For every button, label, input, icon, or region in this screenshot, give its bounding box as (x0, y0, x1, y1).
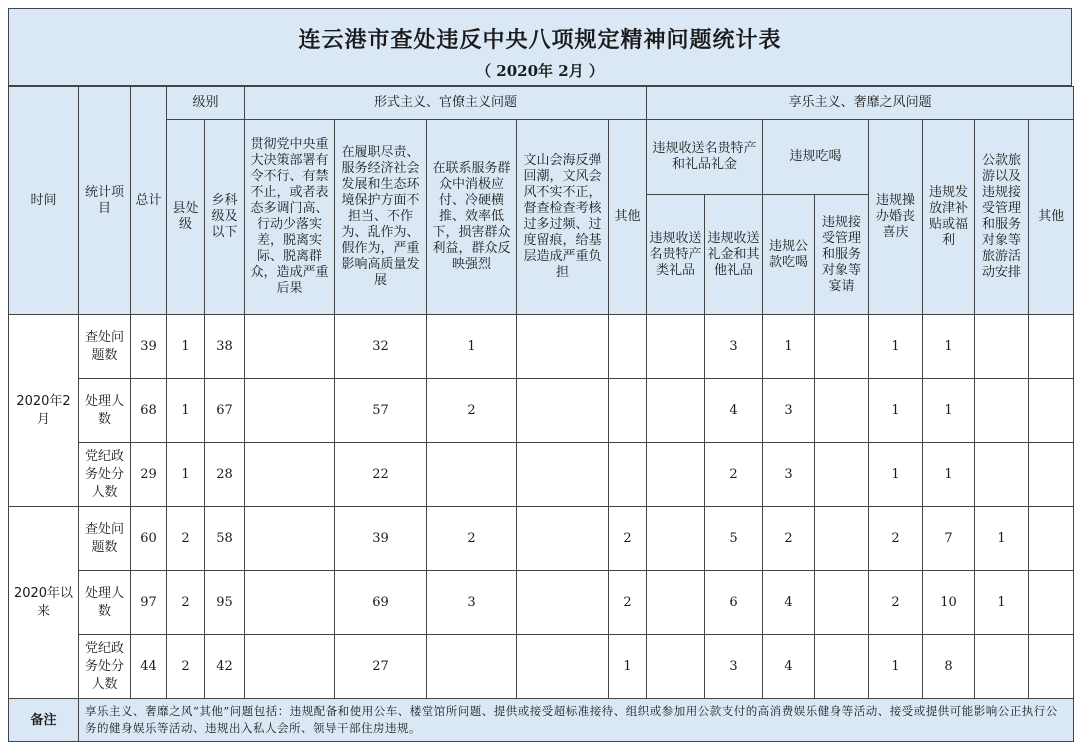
cell-f_other (609, 443, 647, 507)
cell-f3: 3 (427, 571, 517, 635)
cell-dining1: 1 (763, 315, 815, 379)
header-wedding: 违规操办婚丧喜庆 (869, 120, 923, 315)
cell-gift2: 2 (705, 443, 763, 507)
cell-f2: 22 (335, 443, 427, 507)
cell-allowance: 8 (923, 635, 975, 699)
cell-f4 (517, 635, 609, 699)
header-dining-public: 违规公款吃喝 (763, 195, 815, 315)
cell-f_other (609, 379, 647, 443)
cell-allowance: 1 (923, 315, 975, 379)
table-subtitle: （ 2020年 2月 ） (476, 62, 604, 80)
cell-dining1: 4 (763, 571, 815, 635)
cell-gift1 (647, 571, 705, 635)
cell-township: 38 (205, 315, 245, 379)
cell-dining2 (815, 507, 869, 571)
cell-dining2 (815, 379, 869, 443)
table-row (9, 315, 1074, 379)
cell-total: 39 (131, 315, 167, 379)
cell-gift1 (647, 379, 705, 443)
cell-f2: 69 (335, 571, 427, 635)
cell-wedding: 1 (869, 315, 923, 379)
row-item-label: 查处问题数 (79, 315, 131, 379)
cell-wedding: 1 (869, 635, 923, 699)
cell-county: 1 (167, 443, 205, 507)
cell-f4 (517, 507, 609, 571)
row-item-label: 党纪政务处分人数 (79, 635, 131, 699)
cell-f4 (517, 571, 609, 635)
cell-f_other: 1 (609, 635, 647, 699)
cell-township: 67 (205, 379, 245, 443)
title-bar (8, 8, 1072, 86)
note-row (9, 699, 1074, 742)
cell-f1 (245, 443, 335, 507)
cell-f3: 2 (427, 379, 517, 443)
cell-gift2: 3 (705, 315, 763, 379)
statistics-table (8, 86, 1074, 742)
row-item-label: 处理人数 (79, 379, 131, 443)
cell-f1 (245, 635, 335, 699)
cell-travel (975, 443, 1029, 507)
cell-f4 (517, 443, 609, 507)
cell-dining1: 3 (763, 443, 815, 507)
cell-dining1: 2 (763, 507, 815, 571)
cell-h_other (1029, 571, 1074, 635)
cell-h_other (1029, 443, 1074, 507)
cell-dining1: 4 (763, 635, 815, 699)
cell-total: 29 (131, 443, 167, 507)
cell-f1 (245, 507, 335, 571)
cell-township: 42 (205, 635, 245, 699)
cell-f1 (245, 315, 335, 379)
cell-f3: 2 (427, 507, 517, 571)
cell-allowance: 1 (923, 443, 975, 507)
table-row (9, 379, 1074, 443)
header-allowance: 违规发放津补贴或福利 (923, 120, 975, 315)
cell-gift2: 3 (705, 635, 763, 699)
header-formalism-1: 贯彻党中央重大决策部署有令不行、有禁不止，或者表态多调门高、行动少落实差，脱离实际、脱离群众，造成严重后果 (245, 120, 335, 315)
cell-wedding: 2 (869, 571, 923, 635)
cell-township: 58 (205, 507, 245, 571)
header-total: 总计 (131, 87, 167, 315)
cell-allowance: 7 (923, 507, 975, 571)
cell-travel: 1 (975, 571, 1029, 635)
cell-dining2 (815, 635, 869, 699)
cell-allowance: 10 (923, 571, 975, 635)
cell-f3 (427, 443, 517, 507)
cell-total: 60 (131, 507, 167, 571)
table-row (9, 443, 1074, 507)
cell-f_other (609, 315, 647, 379)
cell-f4 (517, 379, 609, 443)
header-township-level: 乡科级及以下 (205, 120, 245, 315)
header-item: 统计项目 (79, 87, 131, 315)
cell-f1 (245, 571, 335, 635)
header-dining: 违规吃喝 (763, 120, 869, 195)
cell-travel (975, 379, 1029, 443)
header-dining-banquet: 违规接受管理和服务对象等宴请 (815, 195, 869, 315)
cell-dining2 (815, 571, 869, 635)
cell-township: 28 (205, 443, 245, 507)
cell-county: 1 (167, 379, 205, 443)
cell-dining1: 3 (763, 379, 815, 443)
note-label: 备注 (9, 699, 79, 742)
table-row (9, 635, 1074, 699)
cell-f3 (427, 635, 517, 699)
cell-county: 2 (167, 507, 205, 571)
cell-wedding: 2 (869, 507, 923, 571)
cell-wedding: 1 (869, 443, 923, 507)
header-time: 时间 (9, 87, 79, 315)
header-county-level: 县处级 (167, 120, 205, 315)
cell-total: 44 (131, 635, 167, 699)
header-formalism-3: 在联系服务群众中消极应付、冷硬横推、效率低下，损害群众利益，群众反映强烈 (427, 120, 517, 315)
cell-f4 (517, 315, 609, 379)
cell-dining2 (815, 315, 869, 379)
cell-county: 1 (167, 315, 205, 379)
header-level: 级别 (167, 87, 245, 120)
cell-f2: 27 (335, 635, 427, 699)
header-hedonism-other: 其他 (1029, 120, 1074, 315)
cell-h_other (1029, 379, 1074, 443)
header-travel: 公款旅游以及违规接受管理和服务对象等旅游活动安排 (975, 120, 1029, 315)
table-row (9, 507, 1074, 571)
row-item-label: 处理人数 (79, 571, 131, 635)
note-text: 享乐主义、奢靡之风“其他”问题包括：违规配备和使用公车、楼堂馆所问题、提供或接受超标准接待、组织或参加用公款支付的高消费娱乐健身等活动、接受或提供可能影响公正执行公务的健身娱乐等活动、违规出入私人会所、领导干部住房违规。 (79, 699, 1074, 742)
cell-allowance: 1 (923, 379, 975, 443)
cell-h_other (1029, 507, 1074, 571)
cell-h_other (1029, 315, 1074, 379)
cell-gift2: 5 (705, 507, 763, 571)
table-row (9, 571, 1074, 635)
header-hedonism: 享乐主义、奢靡之风问题 (647, 87, 1074, 120)
cell-f_other: 2 (609, 507, 647, 571)
cell-travel (975, 635, 1029, 699)
cell-gift2: 4 (705, 379, 763, 443)
cell-travel (975, 315, 1029, 379)
cell-f1 (245, 379, 335, 443)
header-formalism: 形式主义、官僚主义问题 (245, 87, 647, 120)
header-gift-cash: 违规收送礼金和其他礼品 (705, 195, 763, 315)
cell-h_other (1029, 635, 1074, 699)
cell-dining2 (815, 443, 869, 507)
header-gift-specialty: 违规收送名贵特产类礼品 (647, 195, 705, 315)
cell-county: 2 (167, 571, 205, 635)
cell-gift1 (647, 443, 705, 507)
table-title: 连云港市查处违反中央八项规定精神问题统计表 (298, 28, 782, 53)
cell-f_other: 2 (609, 571, 647, 635)
cell-township: 95 (205, 571, 245, 635)
row-item-label: 查处问题数 (79, 507, 131, 571)
cell-total: 68 (131, 379, 167, 443)
cell-f3: 1 (427, 315, 517, 379)
header-formalism-other: 其他 (609, 120, 647, 315)
cell-gift2: 6 (705, 571, 763, 635)
cell-gift1 (647, 315, 705, 379)
cell-gift1 (647, 635, 705, 699)
statistics-sheet (8, 8, 1072, 740)
cell-wedding: 1 (869, 379, 923, 443)
cell-total: 97 (131, 571, 167, 635)
cell-f2: 32 (335, 315, 427, 379)
row-item-label: 党纪政务处分人数 (79, 443, 131, 507)
cell-gift1 (647, 507, 705, 571)
header-gift: 违规收送名贵特产和礼品礼金 (647, 120, 763, 195)
cell-county: 2 (167, 635, 205, 699)
header-formalism-2: 在履职尽责、服务经济社会发展和生态环境保护方面不担当、不作为、乱作为、假作为，严重影响高质量发展 (335, 120, 427, 315)
header-formalism-4: 文山会海反弹回潮，文风会风不实不正，督查检查考核过多过频、过度留痕，给基层造成严重负担 (517, 120, 609, 315)
cell-travel: 1 (975, 507, 1029, 571)
period-label: 2020年以来 (9, 507, 79, 699)
cell-f2: 39 (335, 507, 427, 571)
cell-f2: 57 (335, 379, 427, 443)
period-label: 2020年2月 (9, 315, 79, 507)
